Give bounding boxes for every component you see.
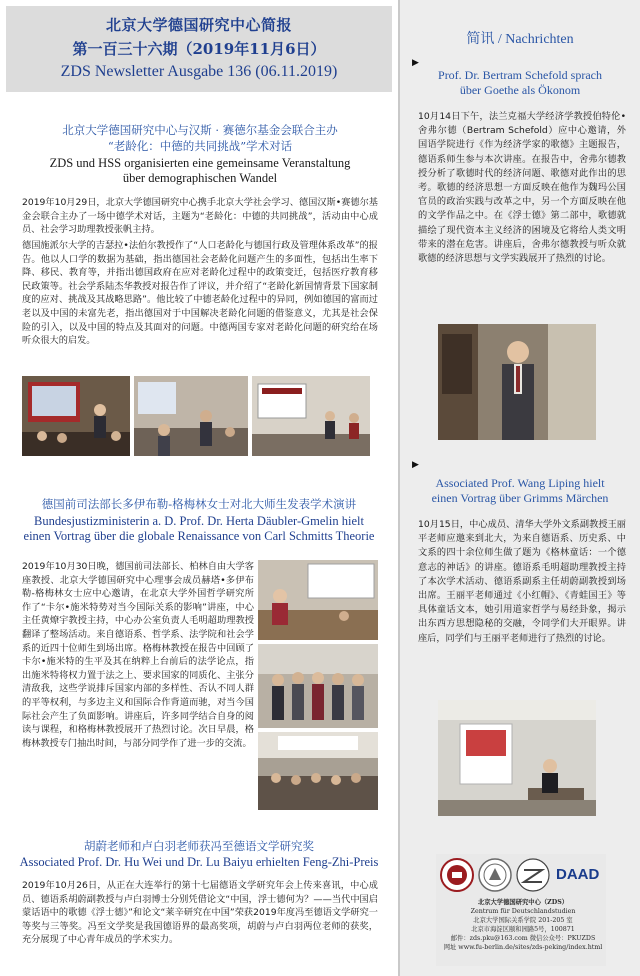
news-2-heading xyxy=(412,476,628,506)
news-1-photo xyxy=(438,324,596,440)
article-1-photo-1 xyxy=(22,376,130,456)
news-2-bullet-icon: ▶ xyxy=(412,460,419,470)
news-1-text: 10月14日下午，法兰克福大学经济学教授伯特伦•舍弗尔德（Bertram Schefold）应中心邀请，外国语学院进行《作为经济学家的歌德》主题报告，德语系师生参与本次讲座。在报告中，舍弗尔德教授分析了歌德时代的经济问题、歌德对此作出的思考。歌德的经济思想一方面反映在他作为魏玛公国官员的政治实践与改革之中，另一个方面反映在他的文学作品之中。在《浮士德》第二部中，歌德就描绘了现代资本主义经济的困境及它将给人类文明带来的潜在危害。讲座后，舍弗尔德教授与听众就歌德的经济思想与文学实践展开了热烈的讨论。 xyxy=(418,111,626,265)
article-1-title-de-1: ZDS und HSS organisierten eine gemeinsame Veranstaltung xyxy=(49,156,351,170)
news-1-heading-line-2: über Goethe als Ökonom xyxy=(459,83,581,97)
article-2-photo-2 xyxy=(258,644,378,728)
zds-logo-icon xyxy=(516,858,550,892)
article-3-heading xyxy=(10,838,388,870)
article-1-title-cn-1: 北京大学德国研究中心与汉斯 · 赛德尔基金会联合主办 xyxy=(62,123,338,137)
article-1-photo-3 xyxy=(252,376,370,456)
partner-logos xyxy=(440,858,606,894)
masthead-issue-cn: 第一百三十六期（2019年11月6日） xyxy=(72,40,326,58)
article-2-photo-3 xyxy=(258,732,378,810)
news-title-separator: / xyxy=(497,32,502,47)
masthead xyxy=(6,6,392,92)
article-2-title-cn: 德国前司法部长多伊布勒-格梅林女士对北大师生发表学术演讲 xyxy=(41,497,357,511)
article-2-title-de-2: einen Vortrag über die globale Renaissance von Carl Schmitts Theorie xyxy=(23,529,375,543)
article-1-paragraph-1: 2019年10月29日，北京大学德国研究中心携手北京大学社会学习、德国汉斯•赛德尔基金会联合主办了一场中德学术对话，主题为“老龄化：中德的共同挑战”，活动由中心成员、社会学习助理教授张帆主持。 xyxy=(22,197,378,236)
pku-seal-icon xyxy=(440,858,474,892)
article-1-paragraph-2: 德国施派尔大学的吉瑟拉•法伯尔教授作了“人口老龄化与德国行政及管理体系改革”的报告。他以人口学的数据为基础，指出德国社会老龄化问题产生的多面性，包括出生率下降、移民、教育等，并指出德国政府在应对老龄化过程中的政策变迁，包括医疗教育移民政策等。社会学系陆杰华教授对报告作了评议，并介绍了“老龄化新国情背景下国家制度的应对、挑战及其战略思路”。他比较了中德老龄化过程中的异同，例如德国的富而过老以及中国的未富先老，指出德国对于中国解决老龄化问题的借鉴意义，尤其是社会保险的引入，以及中国的特点及其面对的问题。中德两国专家对老龄化问题的研究给在场听众很大的启发。 xyxy=(22,240,378,347)
footer-line-2: Zentrum für Deutschlandstudien xyxy=(470,908,576,915)
masthead-title-cn: 北京大学德国研究中心简报 xyxy=(105,16,292,34)
news-column-title xyxy=(400,28,640,48)
footer-line-5: 邮件：zds.pku@163.com 微信公众号：PKUZDS xyxy=(450,935,596,942)
footer-line-6: 网址 www.fu-berlin.de/sites/zds-peking/index.html xyxy=(443,944,603,951)
article-1-title-de-2: über demographischen Wandel xyxy=(122,171,278,185)
news-1-heading xyxy=(412,68,628,98)
daad-logo: DAAD xyxy=(556,866,600,883)
news-1-bullet-icon: ▶ xyxy=(412,58,419,68)
news-1-heading-line-1: Prof. Dr. Bertram Schefold sprach xyxy=(438,68,602,82)
news-2-photo xyxy=(438,700,596,816)
partner-seal-icon xyxy=(478,858,512,892)
article-2-photo-1 xyxy=(258,560,378,640)
news-2-text: 10月15日，中心成员、清华大学外文系副教授王丽平老师应邀来到北大，为来自德语系、历史系、中文系的四十余位师生做了题为《格林童话：一个德意志的神话》的讲座。德语系毛明超助理教授主持了本次学术活动、德语系副系主任胡蔚副教授到场出席。王丽平老师通过《小红帽》、《青蛙国王》等具体童话文本，她引用道家哲学与易经卦象，揭示出东西方思想隐秘的交融，令同学们大开眼界。讲座后，同学们与王丽平老师进行了热烈的讨论。 xyxy=(418,519,626,644)
article-2-title-de-1: Bundesjustizministerin a. D. Prof. Dr. Herta Däubler-Gmelin hielt xyxy=(34,514,364,528)
footer-line-4: 北京市海淀区颐和园路5号，100871 xyxy=(471,926,575,933)
footer-line-3: 北京大学国际关系学院 201-205 室 xyxy=(473,917,573,924)
article-1-title-cn-2: “老龄化：中德的共同挑战”学术对话 xyxy=(107,139,293,153)
article-2-paragraph: 2019年10月30日晚，德国前司法部长、柏林自由大学客座教授、北京大学德国研究中心理事会成员赫塔•多伊布勒-格梅林女士应中心邀请，在北京大学外国哲学研究所作了“卡尔•施米特势对当今国际关系的影响”讲座，中心主任黄燎宇教授主持，中心办公室负责人毛明超助理教授翻译了整场活动。来自德语系、哲学系、法学院和社会学系的近四十位师生到场出席。格梅林教授在报告中回顾了卡尔•施米特的生平及其在纳粹上台前后的法学论点，指出施米特将权力置于法之上、要求国家的同质化、主张分清敌我，这些学说排斥国家内部的多样性、否认不同人群的平等权利，与多边主义和国际合作背道而驰，对当今国际社会产生了负面影响。讲座后，许多同学结合自身的阅读与课程，和格梅林教授展开了热烈讨论。次日早晨，格梅林教授专门抽出时间，与部分同学作了进一步的交流。 xyxy=(22,561,254,749)
news-column xyxy=(398,0,640,976)
footer-contact xyxy=(440,898,606,952)
news-2-heading-line-2: einen Vortrag über Grimms Märchen xyxy=(431,491,609,505)
article-1-heading xyxy=(20,122,380,186)
news-title-de: Nachrichten xyxy=(505,32,574,47)
footer-line-1: 北京大学德国研究中心（ZDS） xyxy=(477,899,569,906)
article-3-title-cn: 胡蔚老师和卢白羽老师获冯至德语文学研究奖 xyxy=(84,839,314,853)
article-2-heading xyxy=(10,496,388,544)
article-1-photo-2 xyxy=(134,376,248,456)
news-2-heading-line-1: Associated Prof. Wang Liping hielt xyxy=(435,476,605,490)
article-3-paragraph: 2019年10月26日，从正在大连举行的第十七届德语文学研究年会上传来喜讯，中心成员、德语系胡蔚副教授与卢白羽博士分别凭借论文“中国，浮士德何为？——当代中国启蒙话语中的歌德《浮士德》”和论文“莱辛研究在中国”荣获2019年度冯至德语文学研究一等奖与三等奖。冯至文学奖是我国德语界的最高奖项，胡蔚与卢白羽两位老师的获奖，充分展现了中心青年成员的学术实力。 xyxy=(22,880,378,946)
masthead-issue-de: ZDS Newsletter Ausgabe 136 (06.11.2019) xyxy=(60,63,338,80)
article-3-title-de: Associated Prof. Dr. Hu Wei und Dr. Lu Baiyu erhielten Feng-Zhi-Preis xyxy=(19,855,379,869)
news-title-cn: 简讯 xyxy=(466,31,495,47)
